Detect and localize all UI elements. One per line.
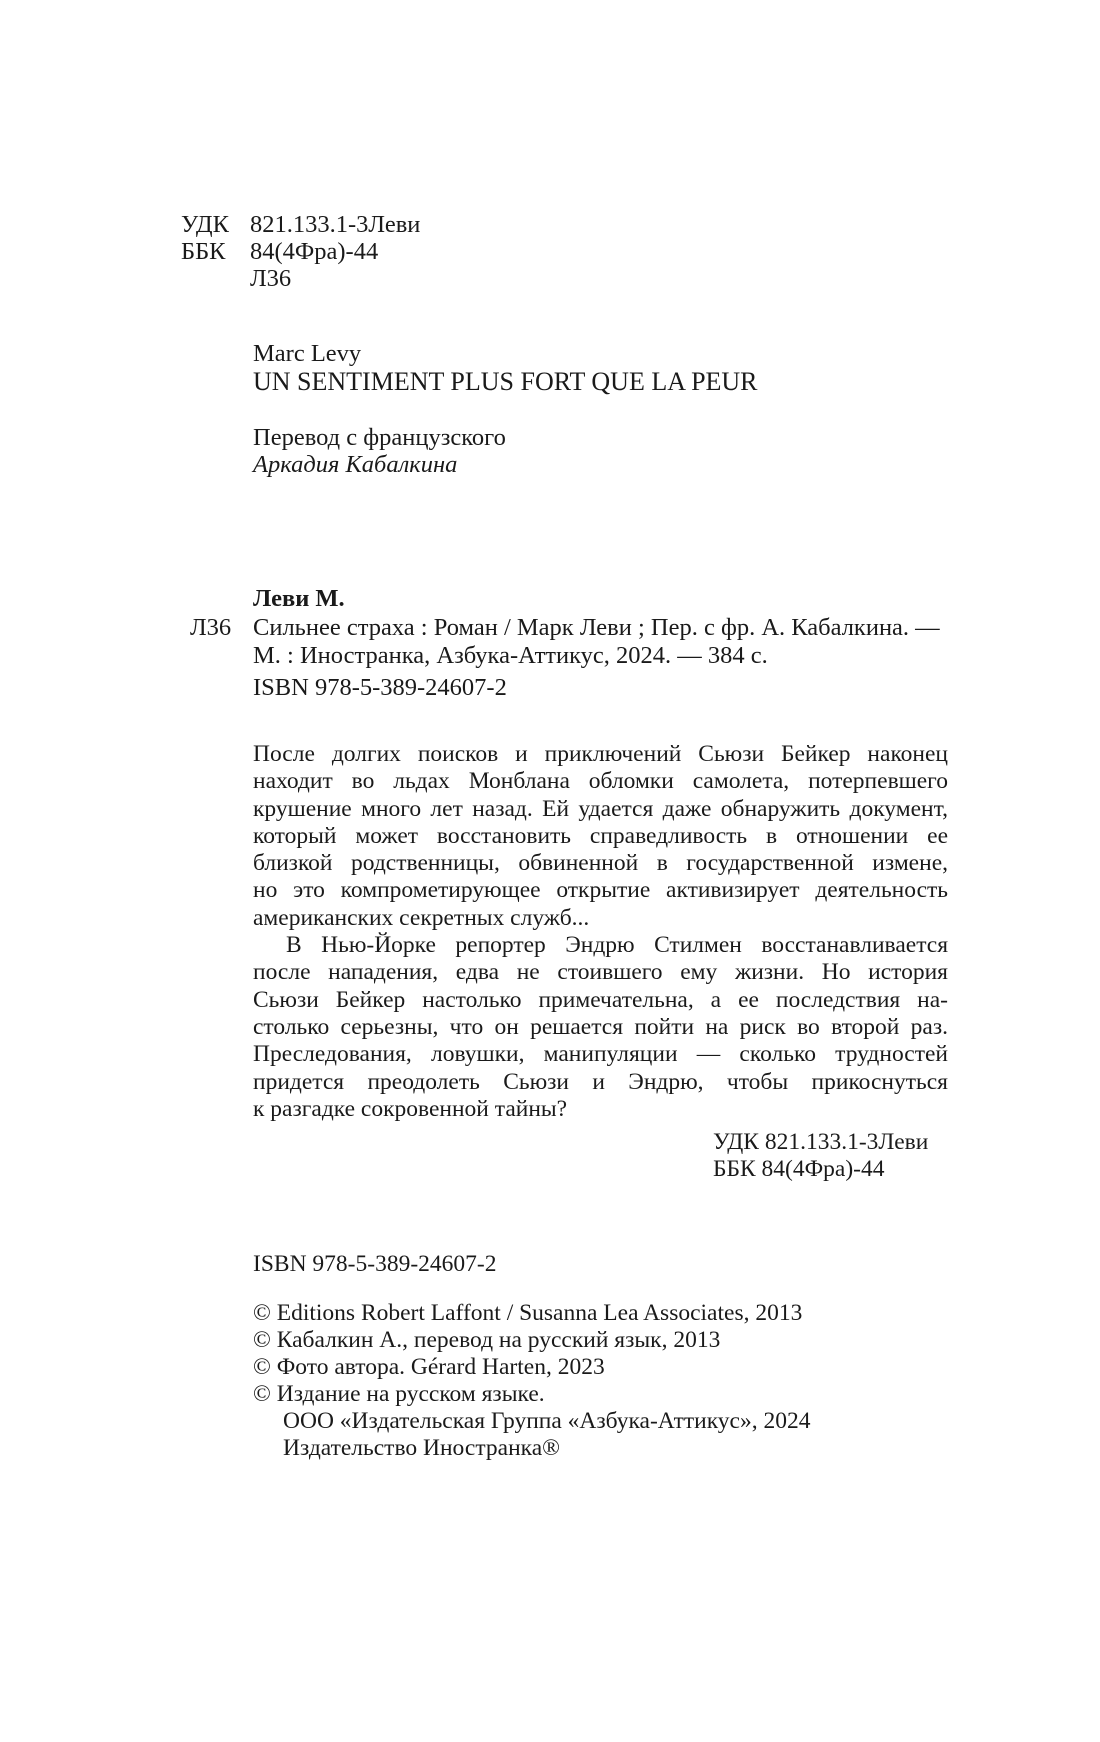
abstract-udk: УДК 821.133.1-3Леви (713, 1129, 929, 1155)
bibliographic-isbn: ISBN 978-5-389-24607-2 (253, 674, 507, 701)
copyright-line: ООО «Издательская Группа «Азбука-Аттикус», 2024 (283, 1408, 811, 1434)
abstract-line: После долгих поисков и приключений Сьюзи Бейкер наконец (253, 741, 948, 767)
isbn: ISBN 978-5-389-24607-2 (253, 1251, 497, 1277)
author-sign: Л36 (250, 265, 292, 292)
abstract-line: находит во льдах Монблана обломки самолета, потерпевшего (253, 768, 948, 795)
abstract-line: близкой родственницы, обвиненной в государственной измене, (253, 850, 948, 877)
abstract-line: Сьюзи Бейкер настолько примечательна, а ее последствия на- (253, 986, 948, 1013)
bibliographic-line-2: М. : Иностранка, Азбука-Аттикус, 2024. — 384 с. (253, 642, 768, 669)
udk-value: 821.133.1-3Леви (250, 211, 421, 238)
copyright-line: © Кабалкин А., перевод на русский язык, 2013 (253, 1327, 721, 1353)
copyright-line: © Издание на русском языке. (253, 1381, 545, 1407)
bbk-label: ББК (181, 238, 226, 265)
copyright-line: © Editions Robert Laffont / Susanna Lea Associates, 2013 (253, 1300, 803, 1326)
abstract-line: к разгадке сокровенной тайны? (253, 1095, 568, 1122)
abstract-line: который может восстановить справедливость в отношении ее (253, 822, 948, 849)
abstract-line: В Нью-Йорке репортер Эндрю Стилмен восстанавливается (286, 932, 948, 959)
bbk-value: 84(4Фра)-44 (250, 238, 379, 265)
translator-name: Аркадия Кабалкина (253, 451, 458, 478)
abstract-line: но это компрометирующее открытие активизирует деятельность (253, 877, 948, 904)
bibliographic-line-1: Сильнее страха : Роман / Марк Леви ; Пер. с фр. А. Кабалкина. — (253, 614, 940, 641)
copyright-line: Издательство Иностранка® (283, 1435, 560, 1461)
abstract-line: столько серьезны, что он решается пойти на риск во второй раз. (253, 1013, 948, 1040)
abstract (253, 741, 948, 1123)
udk-label: УДК (181, 211, 229, 238)
abstract-line: крушение много лет назад. Ей удается даже обнаружить документ, (253, 795, 948, 822)
abstract-line: Преследования, ловушки, манипуляции — сколько трудностей (253, 1041, 948, 1068)
original-title: UN SENTIMENT PLUS FORT QUE LA PEUR (253, 367, 758, 396)
bibliographic-code: Л36 (190, 614, 232, 641)
bibliographic-heading: Леви М. (253, 585, 345, 612)
original-author: Marc Levy (253, 340, 362, 367)
abstract-line: американских секретных служб... (253, 904, 590, 931)
translation-label: Перевод с французского (253, 424, 506, 451)
abstract-line: придется преодолеть Сьюзи и Эндрю, чтобы прикоснуться (253, 1068, 948, 1095)
abstract-line: после нападения, едва не стоившего ему жизни. Но история (253, 959, 948, 986)
copyright-line: © Фото автора. Gérard Harten, 2023 (253, 1354, 605, 1380)
abstract-bbk: ББК 84(4Фра)-44 (713, 1156, 885, 1182)
